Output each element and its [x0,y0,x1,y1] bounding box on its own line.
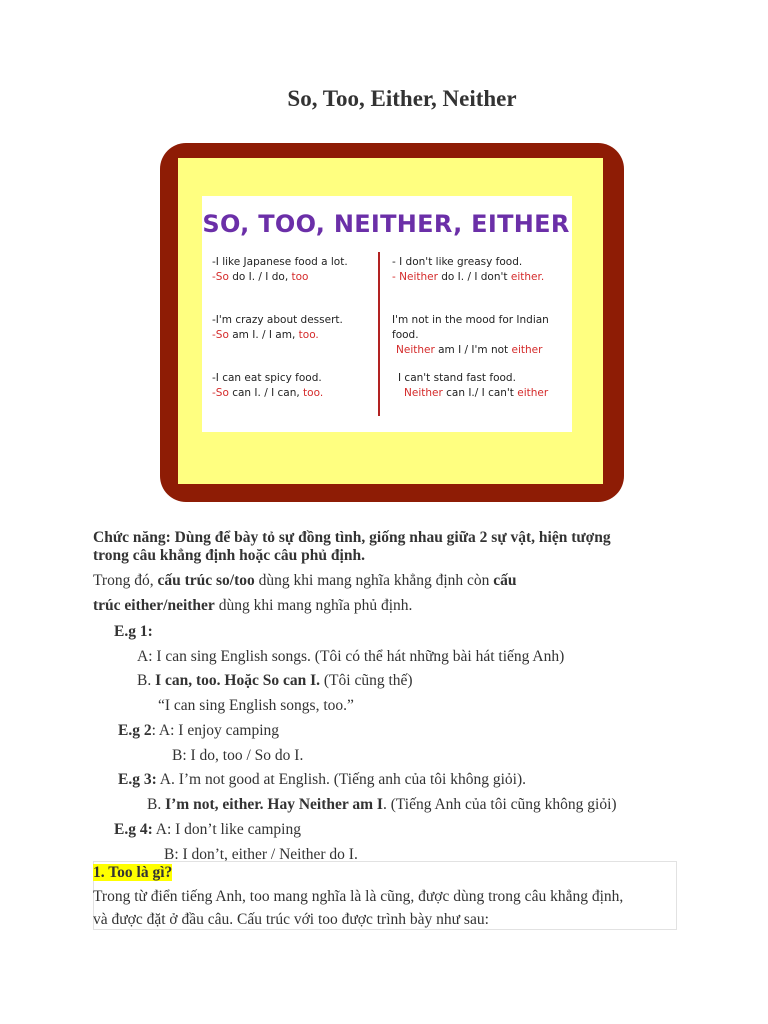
image-left-example-2: -I'm crazy about dessert. -So am I. / I am, too. [212,314,343,341]
eg3-b: B. I’m not, either. Hay Neither am I. (Tiếng Anh của tôi cũng không giỏi) [147,796,617,813]
image-right-example-2: I'm not in the mood for Indian food. Neither am I / I'm not either [392,314,549,356]
image-right-example-1: - I don't like greasy food. - Neither do I. / I don't either. [392,256,545,283]
function-line-2: trong câu khẳng định hoặc câu phủ định. [93,547,365,564]
page-title: So, Too, Either, Neither [287,86,517,111]
eg1-label: E.g 1: [114,623,153,640]
eg1-quote: “I can sing English songs, too.” [158,697,354,714]
eg4-b: B: I don’t, either / Neither do I. [164,846,358,863]
section-1-line-2: và được đặt ở đầu câu. Cấu trúc với too được trình bày như sau: [93,911,489,928]
image-left-example-3: -I can eat spicy food. -So can I. / I can, too. [212,372,324,399]
eg1-a: A: I can sing English songs. (Tôi có thể hát những bài hát tiếng Anh) [137,648,565,665]
eg1-b: B. I can, too. Hoặc So can I. (Tôi cũng thế) [137,672,413,689]
eg4-a: E.g 4: A: I don’t like camping [114,821,301,838]
eg2-b: B: I do, too / So do I. [172,747,304,764]
image-left-example-1: -I like Japanese food a lot. -So do I. / I do, too [212,256,348,283]
image-heading: SO, TOO, NEITHER, EITHER [202,210,570,238]
trong-do-line-2: trúc either/neither dùng khi mang nghĩa phủ định. [93,597,413,614]
eg3-a: E.g 3: A. I’m not good at English. (Tiếng anh của tôi không giỏi). [118,771,526,788]
eg2-a: E.g 2: A: I enjoy camping [118,722,280,739]
function-line-1: Chức năng: Dùng để bày tỏ sự đồng tình, giống nhau giữa 2 sự vật, hiện tượng [93,529,611,546]
section-1-line-1: Trong từ điển tiếng Anh, too mang nghĩa là là cũng, được dùng trong câu khẳng định, [93,888,624,905]
lesson-image-card [202,196,572,432]
image-divider [378,252,380,416]
lesson-image-mat [178,158,603,484]
image-right-example-3: I can't stand fast food. Neither can I./ I can't either [398,372,549,399]
lesson-image-frame [160,143,624,502]
trong-do-line-1: Trong đó, cấu trúc so/too dùng khi mang nghĩa khẳng định còn cấu [93,572,517,589]
section-1-heading: 1. Too là gì? [93,864,173,881]
